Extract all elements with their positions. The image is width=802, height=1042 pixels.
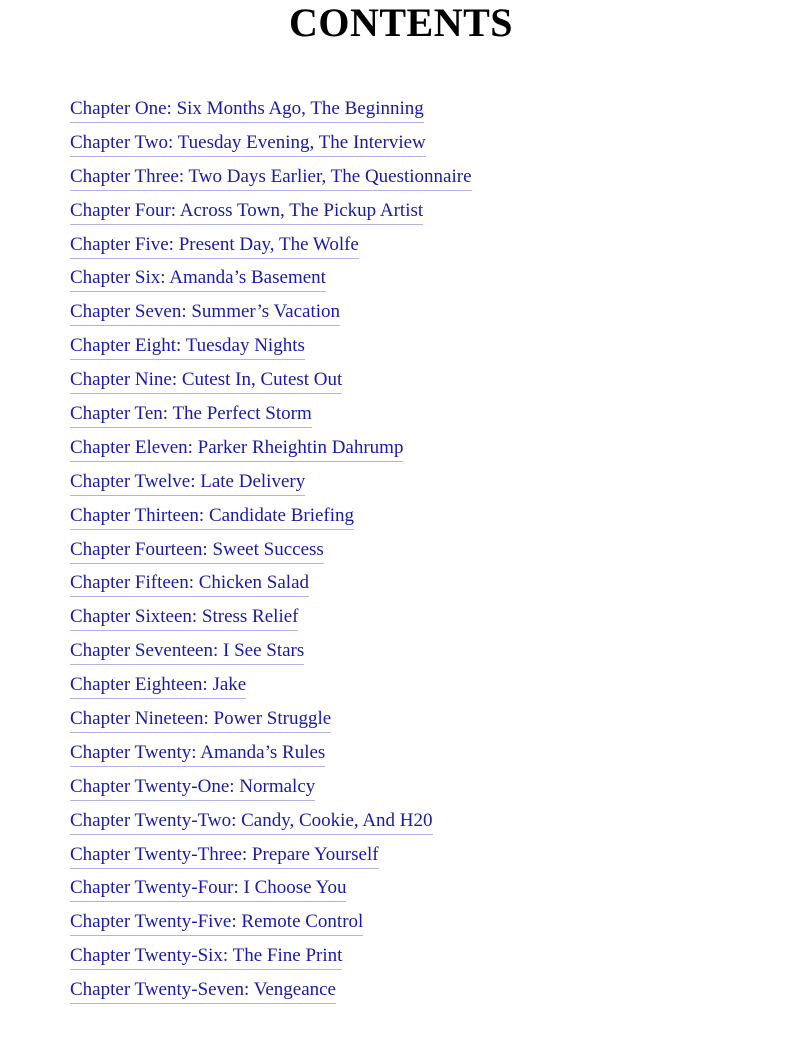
list-item [70,876,472,910]
list-item [70,165,472,199]
list-item [70,775,472,809]
list-item [70,741,472,775]
chapter-link-11[interactable]: Chapter Eleven: Parker Rheightin Dahrump [70,436,403,462]
list-item [70,843,472,877]
list-item [70,809,472,843]
list-item [70,97,472,131]
chapter-link-1[interactable]: Chapter One: Six Months Ago, The Beginning [70,97,424,123]
chapter-link-6[interactable]: Chapter Six: Amanda’s Basement [70,266,326,292]
chapter-link-4[interactable]: Chapter Four: Across Town, The Pickup Artist [70,199,423,225]
chapter-link-8[interactable]: Chapter Eight: Tuesday Nights [70,334,305,360]
list-item [70,402,472,436]
chapter-link-15[interactable]: Chapter Fifteen: Chicken Salad [70,571,309,597]
chapter-link-21[interactable]: Chapter Twenty-One: Normalcy [70,775,315,801]
list-item [70,504,472,538]
chapter-link-20[interactable]: Chapter Twenty: Amanda’s Rules [70,741,325,767]
list-item [70,944,472,978]
list-item [70,605,472,639]
list-item [70,910,472,944]
list-item [70,300,472,334]
chapter-link-19[interactable]: Chapter Nineteen: Power Struggle [70,707,331,733]
page-title: CONTENTS [288,0,514,45]
chapter-link-25[interactable]: Chapter Twenty-Five: Remote Control [70,910,363,936]
chapter-link-16[interactable]: Chapter Sixteen: Stress Relief [70,605,298,631]
list-item [70,368,472,402]
chapter-link-26[interactable]: Chapter Twenty-Six: The Fine Print [70,944,342,970]
chapter-link-3[interactable]: Chapter Three: Two Days Earlier, The Questionnaire [70,165,472,191]
chapter-link-5[interactable]: Chapter Five: Present Day, The Wolfe [70,233,359,259]
list-item [70,470,472,504]
chapter-link-14[interactable]: Chapter Fourteen: Sweet Success [70,538,324,564]
table-of-contents [70,97,472,1012]
list-item [70,571,472,605]
chapter-link-17[interactable]: Chapter Seventeen: I See Stars [70,639,304,665]
chapter-link-12[interactable]: Chapter Twelve: Late Delivery [70,470,305,496]
list-item [70,538,472,572]
chapter-link-24[interactable]: Chapter Twenty-Four: I Choose You [70,876,346,902]
list-item [70,639,472,673]
chapter-link-7[interactable]: Chapter Seven: Summer’s Vacation [70,300,340,326]
chapter-link-9[interactable]: Chapter Nine: Cutest In, Cutest Out [70,368,342,394]
list-item [70,266,472,300]
chapter-link-22[interactable]: Chapter Twenty-Two: Candy, Cookie, And H20 [70,809,433,835]
chapter-link-27[interactable]: Chapter Twenty-Seven: Vengeance [70,978,336,1004]
chapter-link-10[interactable]: Chapter Ten: The Perfect Storm [70,402,312,428]
list-item [70,978,472,1012]
list-item [70,707,472,741]
chapter-link-13[interactable]: Chapter Thirteen: Candidate Briefing [70,504,354,530]
list-item [70,233,472,267]
list-item [70,199,472,233]
chapter-link-18[interactable]: Chapter Eighteen: Jake [70,673,246,699]
list-item [70,334,472,368]
chapter-link-2[interactable]: Chapter Two: Tuesday Evening, The Interview [70,131,426,157]
list-item [70,673,472,707]
list-item [70,436,472,470]
chapter-link-23[interactable]: Chapter Twenty-Three: Prepare Yourself [70,843,379,869]
list-item [70,131,472,165]
